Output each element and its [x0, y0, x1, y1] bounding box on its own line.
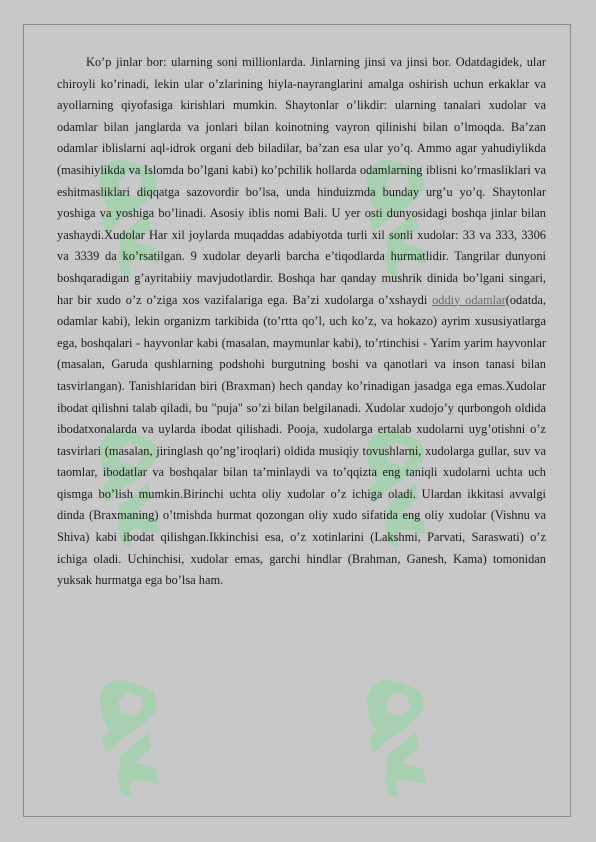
- paragraph-text-part1: Ko’p jinlar bor: ularning soni millionlarda. Jinlarning jinsi va jinsi bor. Odatdagidek, ular chiroyli ko’rinadi, lekin ular o’zlarining hiyla-nayranglarini amalga oshirish uchun erkaklar va ayollarning qiyofasiga kirishlari mumkin. Shaytonlar o’likdir: ularning tanalari xudolar va odamlar bilan janglarda va jonlari bilan koinotning vayron qilinishi bilan o’lmoqda. Ba’zan odamlar iblislarni aql-idrok organi deb biladilar, ba’zan esa ular yo’q. Ammo agar yahudiylikda (masihiylikda va Islomda bo’lgani kabi) ko’pchilik hollarda odamlarning iblisni ko’rmasliklari va eshitmasliklari diqqatga sazovordir bo’lsa, unda hinduizmda bunday urg’u yo’q. Shaytonlar yoshiga va yoshiga bo’linadi. Asosiy iblis nomi Bali. U yer osti dunyosidagi boshqa jinlar bilan yashaydi.Xudolar Har xil joylarda muqaddas adabiyotda turli xil sonli xudolar: 33 va 333, 3306 va 3339 da ko’rsatilgan. 9 xudolar deyarli barcha e’tiqodlarda hurmatlidir. Tangrilar dunyoni boshqaradigan g’ayritabiiy mavjudotlardir. Boshqa har qanday mushrik dinida bo’lgani singari, har bir xudo o’z o’ziga xos vazifalariga ega. Ba’zi xudolarga o’xshaydi: [57, 55, 546, 307]
- body-paragraph: [57, 52, 546, 592]
- paragraph-text-part2: (odatda, odamlar kabi), lekin organizm tarkibida (to’rtta qo’l, uch ko’z, va hokazo) ayrim xususiyatlarga ega, boshqalari - hayvonlar kabi (masalan, maymunlar kabi), to’rtinchisi - Yarim yarim hayvonlar (masalan, Garuda qushlarning podshohi burgutning boshi va qanotlari va inson tanasi bilan tasvirlangan). Tanishlaridan biri (Braxman) hech qanday ko’rinadigan jasadga ega emas.Xudolar ibodat qilishni talab qiladi, bu "puja" so’zi bilan belgilanadi. Xudolar xudojo’y qurbongoh oldida ibodatxonalarda va uylarda ibodat qilishadi. Pooja, xudolarga ertalab xudolarni uyg’otishni o’z tasvirlari (masalan, jiringlash qo’ng’iroqlari) oldida musiqiy tovushlarni, xudolarga gullar, suv va taomlar, ibodatlar va boshqalar bilan ta’minlaydi va to’qqizta eng taniqli xudolarni uchta uch qismga bo’lish mumkin.Birinchi uchta oliy xudolar o’z ichiga oladi. Ulardan ikkitasi avvalgi dinda (Braxmaning) o’tmishda hurmat qozongan oliy xudo sifatida eng oliy xudolar (Vishnu va Shiva) kabi ibodat qilishgan.Ikkinchisi esa, o’z xotinlarini (Lakshmi, Parvati, Saraswati) o’z ichiga oladi. Uchinchisi, xudolar emas, garchi hindlar (Brahman, Ganesh, Kama) tomonidan yuksak hurmatga ega bo’lsa ham.: [57, 292, 546, 588]
- oddiy-odamlar-link[interactable]: oddiy odamlar: [432, 292, 506, 307]
